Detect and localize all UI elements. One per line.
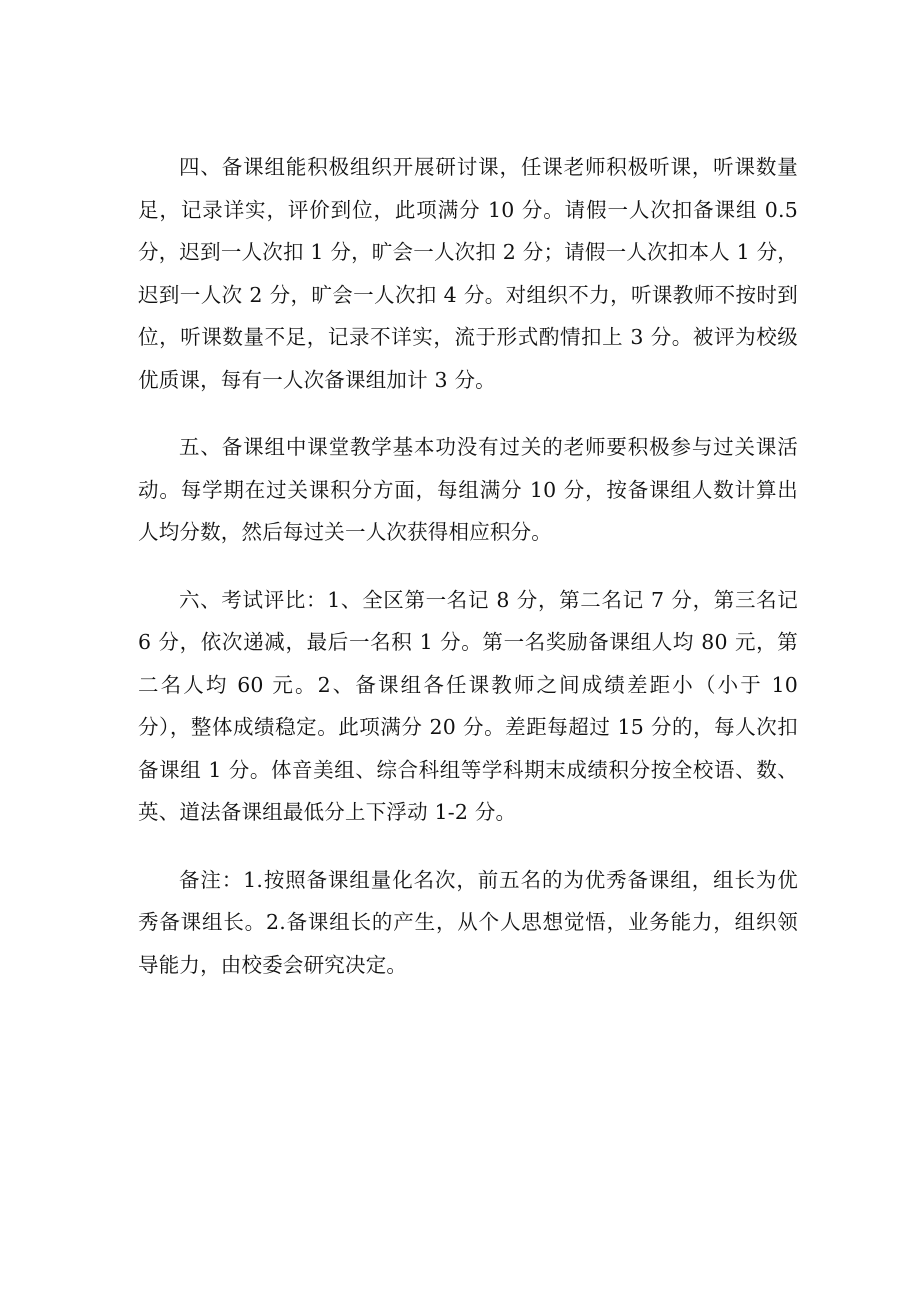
paragraph-section-5: 五、备课组中课堂教学基本功没有过关的老师要积极参与过关课活动。每学期在过关课积分方面，每组满分 10 分，按备课组人数计算出人均分数，然后每过关一人次获得相应积分。 [138,435,798,544]
document-body [138,146,798,1011]
paragraph-section-6: 六、考试评比：1、全区第一名记 8 分，第二名记 7 分，第三名记 6 分，依次递减，最后一名积 1 分。第一名奖励备课组人均 80 元，第二名人均 60 元。2、备课组各任课教师之间成绩差距小（小于 10 分），整体成绩稳定。此项满分 20 分。差距每超过 15 分的，每人次扣备课组 1 分。体音美组、综合科组等学科期末成绩积分按全校语、数、英、道法备课组最低分上下浮动 1-2 分。 [138,587,798,824]
paragraph-section-4: 四、备课组能积极组织开展研讨课，任课老师积极听课，听课数量足，记录详实，评价到位，此项满分 10 分。请假一人次扣备课组 0.5 分，迟到一人次扣 1 分，旷会一人次扣 2 分；请假一人次扣本人 1 分，迟到一人次 2 分，旷会一人次扣 4 分。对组织不力，听课教师不按时到位，听课数量不足，记录不详实，流于形式酌情扣上 3 分。被评为校级优质课，每有一人次备课组加计 3 分。 [138,155,798,392]
paragraph-remarks: 备注：1.按照备课组量化名次，前五名的为优秀备课组，组长为优秀备课组长。2.备课组长的产生，从个人思想觉悟，业务能力，组织领导能力，由校委会研究决定。 [138,867,798,977]
